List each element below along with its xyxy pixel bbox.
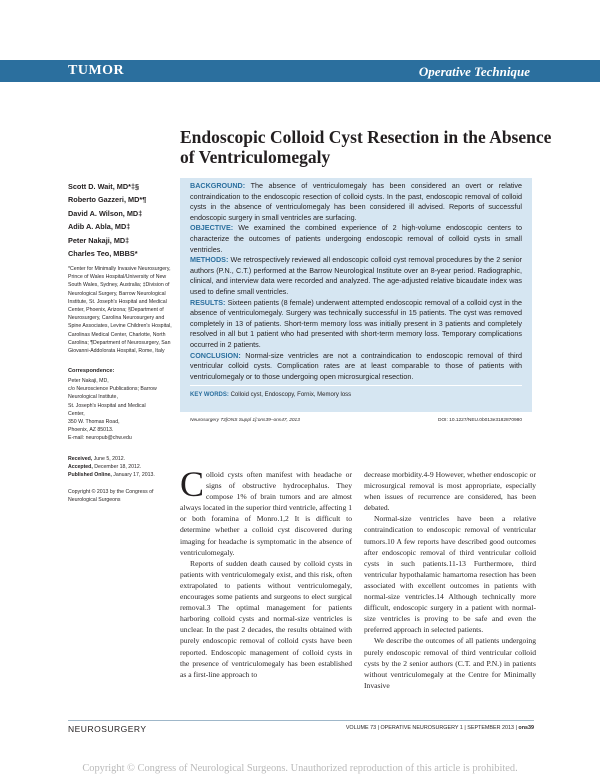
journal-name: NEUROSURGERY [68,724,147,734]
abstract-background: BACKGROUND: The absence of ventriculomegaly has been considered an overt or relative contraindication to the endoscopic resection of colloid cysts. In the past, endoscopic removal of colloid cysts in the absence of ventriculomegaly has been considered ill advised. Reports of successful endoscopic surgery in small ventricles are surfacing. [190,181,523,222]
page-number: ons39 [518,725,534,731]
body-column-right [364,469,536,691]
section-label: TUMOR [68,63,125,78]
accepted-date: Accepted, December 18, 2012. [68,464,142,471]
footer-rule [68,720,534,721]
citation: Neurosurgery 73[ONS Suppl 1]:ons39–ons47, 2013 [190,418,300,423]
abstract-results: RESULTS: Sixteen patients (8 female) underwent attempted endoscopic removal of a colloid cyst in the absence of ventriculomegaly. Surgery was technically successful in 15 patients. The cyst was removed completely in 13 of patients. Short-term memory loss was initially present in 3 patients and completely resolved in all but 1 patient who had presented with short-term memory loss. Temporary complications occurred in 2 patients. [190,297,523,349]
received-date: Received, June 5, 2012. [68,456,126,462]
abstract-keywords: KEY WORDS: Colloid cyst, Endoscopy, Fornix, Memory loss [190,385,522,401]
abstract-conclusion: CONCLUSION: Normal-size ventricles are not a contraindication to endoscopic removal of third ventricular colloid cysts. Complication rates are at least comparable to those of patients with ventriculomegaly or to those undergoing open microsurgical resection. [190,350,522,381]
author: Roberto Gazzeri, MD*¶ [68,195,147,205]
author: Charles Teo, MBBS* [68,249,138,259]
body-paragraph: We describe the outcomes of all patients undergoing purely endoscopic removal of third ventricular colloid cysts by the 2 senior authors (C.T. and P.N.) in patients without ventriculomegaly at the Centre for Minimally Invasive [364,636,536,690]
footer-issue-info: VOLUME 73 | OPERATIVE NEUROSURGERY 1 | SEPTEMBER 2013 | ons39 [345,725,534,731]
body-column-left [180,464,352,680]
copyright-watermark: Copyright © Congress of Neurological Surgeons. Unauthorized reproduction of this article is prohibited. [82,763,518,774]
section-banner [0,60,600,82]
author-list [68,180,168,260]
address-line: c/o Neuroscience Publications; Barrow [68,386,157,393]
category-label: Operative Technique [418,64,530,79]
address-line: Peter Nakaji, MD, [68,378,109,384]
author: Adib A. Abla, MD‡ [68,222,131,232]
drop-cap: C [180,464,205,504]
address-line: Center, [68,410,85,417]
doi[interactable]: DOI: 10.1227/NEU.0b013e3182870980 [437,418,522,423]
abstract-methods: METHODS: We retrospectively reviewed all endoscopic colloid cyst removal procedures by the 2 senior authors (P.N., C.T.) performed at the Barrow Neurological Institute over an 8-year period. Radiographic, clinical, and interview data were recorded and analyzed. The age-adjusted relative bicaudate index was used to define small ventricles. [190,255,522,296]
citation-row [180,416,532,428]
author: Scott D. Wait, MD*‡§ [68,182,140,191]
article-dates [68,455,174,480]
abstract-objective: OBJECTIVE: We examined the combined experience of 2 high-volume endoscopic centers to characterize the outcomes of patients undergoing endoscopic removal of colloid cysts in small ventricles. [190,223,522,254]
address-line: Neurological Institute, [68,394,118,401]
body-paragraph: Normal-size ventricles have been a relative contraindication to endoscopic removal of ventricular tumors.10 A few reports have described good outcomes after endoscopic removal of third ventricular colloid cysts in such patients.11-13 Furthermore, third ventricular hypothalamic hamartoma resection has been associated with excellent outcomes in patients with normal-size ventricles.14 Although technically more difficult, endoscopic surgery in a patient with normal-size ventricles is proving to be safe and even the preferred approach in selected patients. [364,514,536,635]
body-paragraph: Reports of sudden death caused by colloid cysts in patients with ventriculomegaly exist, and this risk, often extrapolated to patients without ventriculomegaly, encourages some patients and surgeons to elect surgical removal.3 The optimal management for patients harboring colloid cysts and normal-size ventricles is unclear. In the past 2 decades, the results obtained with purely endoscopic removal of colloid cysts have been reported. Endoscopic management of colloid cysts in the presence of ventriculomegaly has been established as a first-line approach to [180,558,352,679]
author: Peter Nakaji, MD‡ [68,235,130,245]
address-line: 350 W. Thomas Road, [68,419,120,426]
abstract-box [180,178,532,412]
copyright-note: Copyright © 2013 by the Congress of Neurological Surgeons [68,489,154,504]
address-line: St. Joseph's Hospital and Medical [68,402,146,409]
email-line[interactable]: E-mail: neuropub@chw.edu [68,435,132,442]
article-title: Endoscopic Colloid Cyst Resection in the Absence of Ventriculomegaly [180,127,552,167]
online-date: Published Online, January 17, 2013. [68,472,155,479]
correspondence-address [68,377,174,443]
affiliations: *Center for Minimally Invasive Neurosurgery, Prince of Wales Hospital/University of New South Wales, Sydney, Australia; ‡Division of Neurological Surgery, Barrow Neurological Institute, St. Joseph's Hospital and Medical Center, Phoenix, Arizona; §Department of Neurosurgery, Carolina Neurosurgery and Spine Associates, Levine Children's Hospital, Carolinas Medical Center, Charlotte, North Carolina; ¶Department of Neurosurgery, San Giovanni-Addolorata Hospital, Rome, Italy [68,266,172,355]
body-paragraph: decrease morbidity.4-9 However, whether endoscopic or microsurgical removal is most appropriate, especially when issues of recurrence are considered, has been debated. [364,470,536,513]
author: David A. Wilson, MD‡ [68,208,143,218]
body-paragraph: Colloid cysts often manifest with headache or signs of obstructive hydrocephalus. They compose 1% of brain tumors and are almost always located in the superior third ventricle, affecting 1 or both foramina of Monro.1,2 It is difficult to determine whether a colloid cyst discovered during imaging for headache is symptomatic in the absence of ventriculomegaly. [180,464,352,557]
address-line: Phoenix, AZ 85013. [68,427,114,434]
correspondence-heading: Correspondence: [68,368,115,374]
